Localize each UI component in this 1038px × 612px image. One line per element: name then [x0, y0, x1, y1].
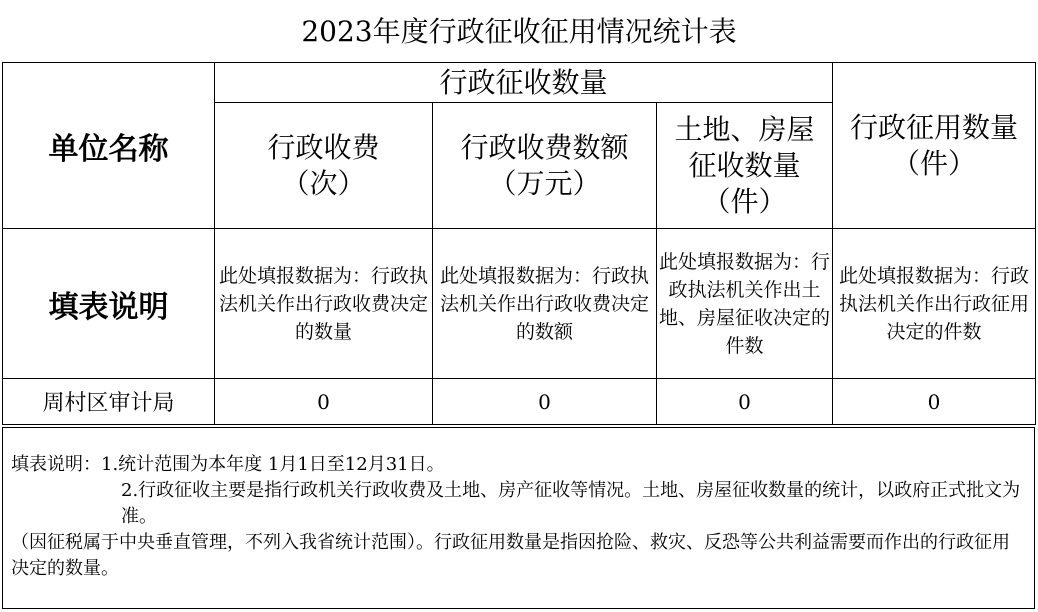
unit-name-cell: 周村区审计局: [3, 379, 215, 425]
notes-line-3: （因征税属于中央垂直管理，不列入我省统计范围）。行政征用数量是指因抢险、救灾、反恐等公共利益需要而作出的行政征用决定的数量。: [11, 532, 1010, 579]
header-col3-line2: 征收数量: [688, 148, 801, 182]
header-col2-line1: 行政收费数额: [460, 130, 629, 164]
instructions-col1: 此处填报数据为：行政执法机关作出行政收费决定的数量: [215, 229, 433, 379]
notes-line-2: 2.行政征收主要是指行政机关行政收费及土地、房产征收等情况。土地、房屋征收数量的统计，以政府正式批文为准。: [121, 480, 1021, 527]
instructions-label: 填表说明: [3, 229, 215, 379]
header-col3-line3: （件）: [702, 184, 787, 218]
header-group-collection: 行政征收数量: [215, 63, 833, 103]
header-col4-line1: 行政征用数量: [850, 110, 1019, 144]
header-col2-line2: （万元）: [488, 166, 601, 200]
header-col3-line1: 土地、房屋: [674, 112, 815, 146]
instructions-col2: 此处填报数据为：行政执法机关作出行政收费决定的数额: [433, 229, 657, 379]
header-requisition-count: [833, 63, 1036, 229]
header-unit-name: 单位名称: [3, 63, 215, 229]
notes-box: [2, 427, 1035, 609]
page-title: 2023年度行政征收征用情况统计表: [301, 15, 737, 48]
fee-count-cell: 0: [215, 379, 433, 425]
header-col1-line2: （次）: [281, 166, 366, 200]
statistics-table: [2, 62, 1036, 425]
notes-line-1: 填表说明：1.统计范围为本年度 1月1日至12月31日。: [11, 454, 445, 475]
header-col1-line1: 行政收费: [267, 130, 380, 164]
requisition-count-cell: 0: [833, 379, 1036, 425]
header-land-house-count: [657, 103, 833, 229]
header-fee-amount: [433, 103, 657, 229]
instructions-col3: 此处填报数据为：行政执法机关作出土地、房屋征收决定的件数: [657, 229, 833, 379]
instructions-col4: 此处填报数据为：行政执法机关作出行政征用决定的件数: [833, 229, 1036, 379]
table-row: [3, 379, 1036, 425]
land-house-count-cell: 0: [657, 379, 833, 425]
header-col4-line2: （件）: [892, 146, 977, 180]
header-fee-count: [215, 103, 433, 229]
fee-amount-cell: 0: [433, 379, 657, 425]
